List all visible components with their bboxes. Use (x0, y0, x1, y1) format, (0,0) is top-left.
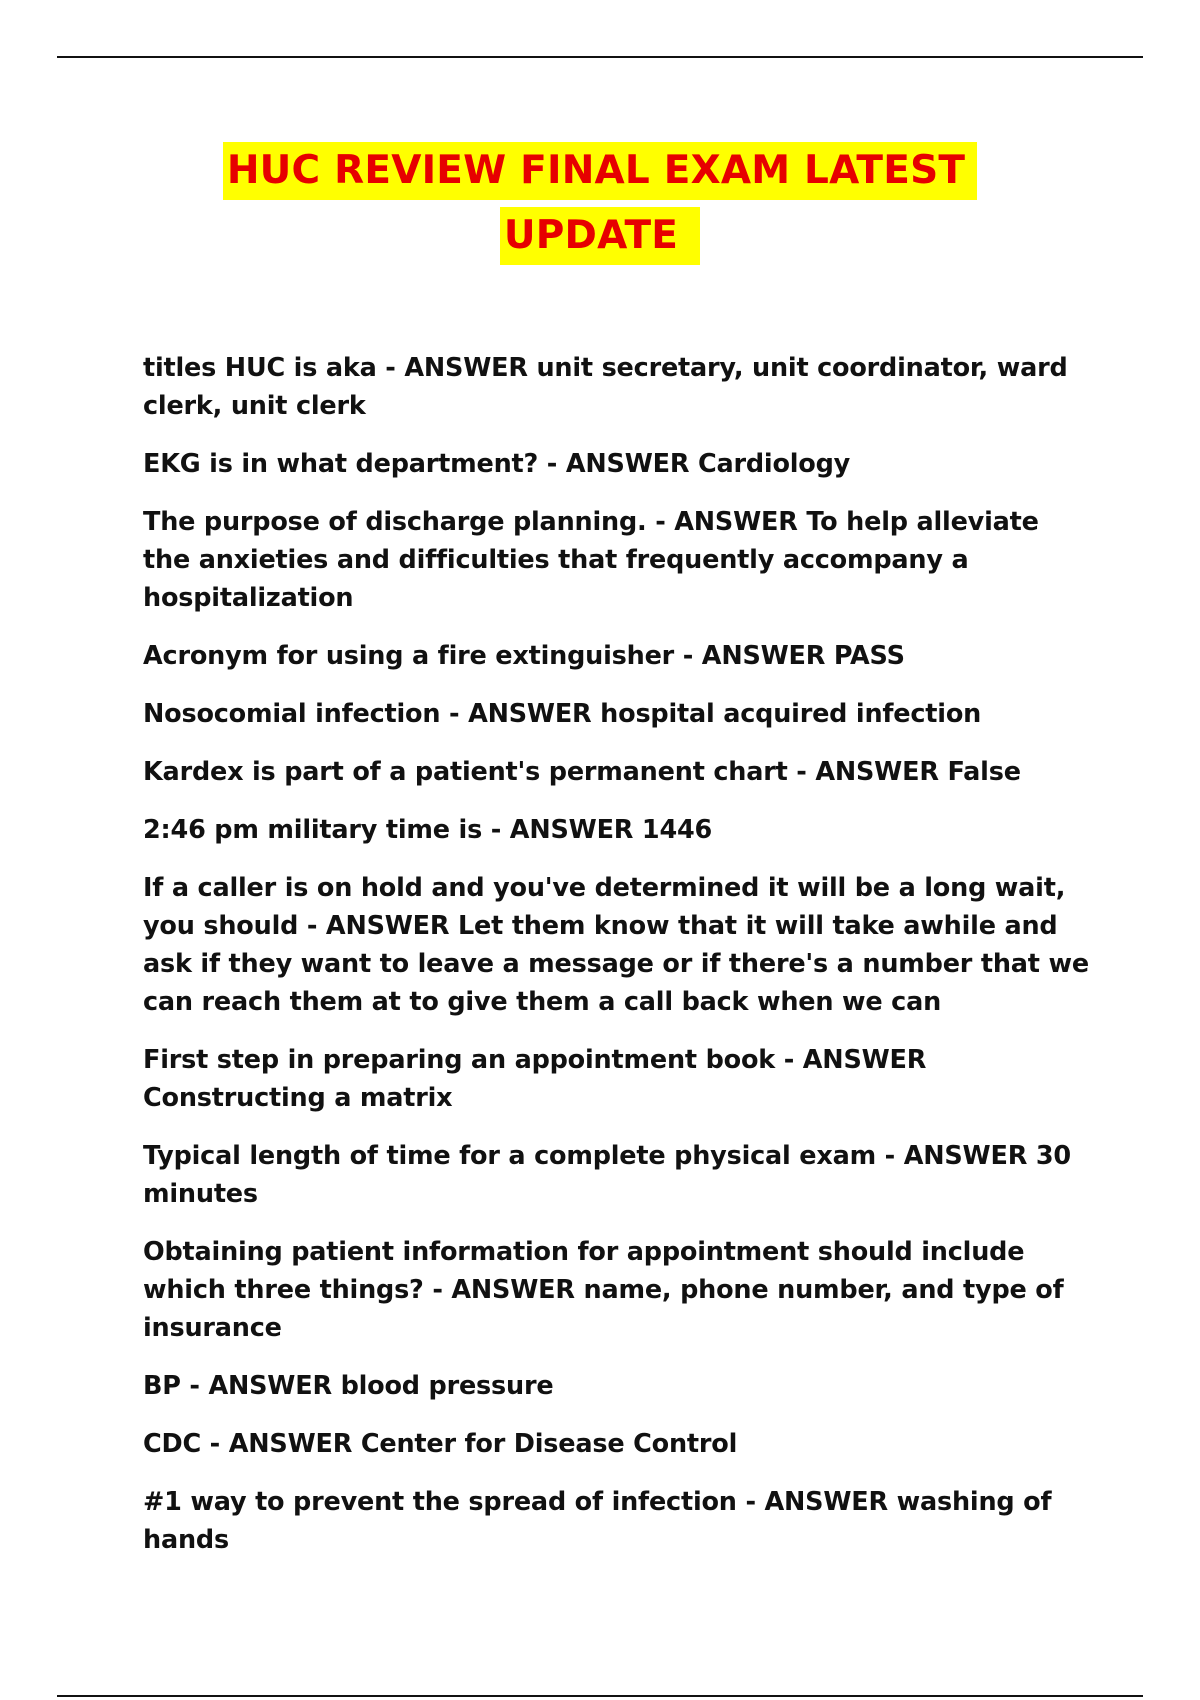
qa-item: First step in preparing an appointment book - ANSWER Constructing a matrix (143, 1045, 927, 1113)
qa-item: If a caller is on hold and you've determined it will be a long wait, you should - ANSWER Let them know that it will take awhile and ask if they want to leave a message or if there's a number that we can reach them at to give them a call back when we can (143, 873, 1089, 1017)
qa-item: CDC - ANSWER Center for Disease Control (143, 1429, 738, 1459)
qa-item: Obtaining patient information for appointment should include which three things? - ANSWER name, phone number, and type of insurance (143, 1237, 1064, 1343)
qa-item: #1 way to prevent the spread of infection - ANSWER washing of hands (143, 1487, 1052, 1555)
qa-item: titles HUC is aka - ANSWER unit secretary, unit coordinator, ward clerk, unit clerk (143, 353, 1068, 421)
qa-item: Nosocomial infection - ANSWER hospital acquired infection (143, 699, 982, 729)
title-line-2: UPDATE (500, 207, 700, 265)
title-line-1: HUC REVIEW FINAL EXAM LATEST (223, 142, 977, 200)
qa-item: Kardex is part of a patient's permanent chart - ANSWER False (143, 757, 1021, 787)
qa-item: Acronym for using a fire extinguisher - ANSWER PASS (143, 641, 905, 671)
bottom-divider (57, 1695, 1143, 1697)
qa-item: EKG is in what department? - ANSWER Cardiology (143, 449, 851, 479)
qa-list (143, 349, 1093, 1579)
qa-item: The purpose of discharge planning. - ANSWER To help alleviate the anxieties and difficulties that frequently accompany a hospitalization (143, 507, 1039, 613)
qa-item: 2:46 pm military time is - ANSWER 1446 (143, 815, 713, 845)
top-divider (57, 56, 1143, 58)
qa-item: BP - ANSWER blood pressure (143, 1371, 554, 1401)
document-title (0, 142, 1200, 265)
qa-item: Typical length of time for a complete physical exam - ANSWER 30 minutes (143, 1141, 1071, 1209)
